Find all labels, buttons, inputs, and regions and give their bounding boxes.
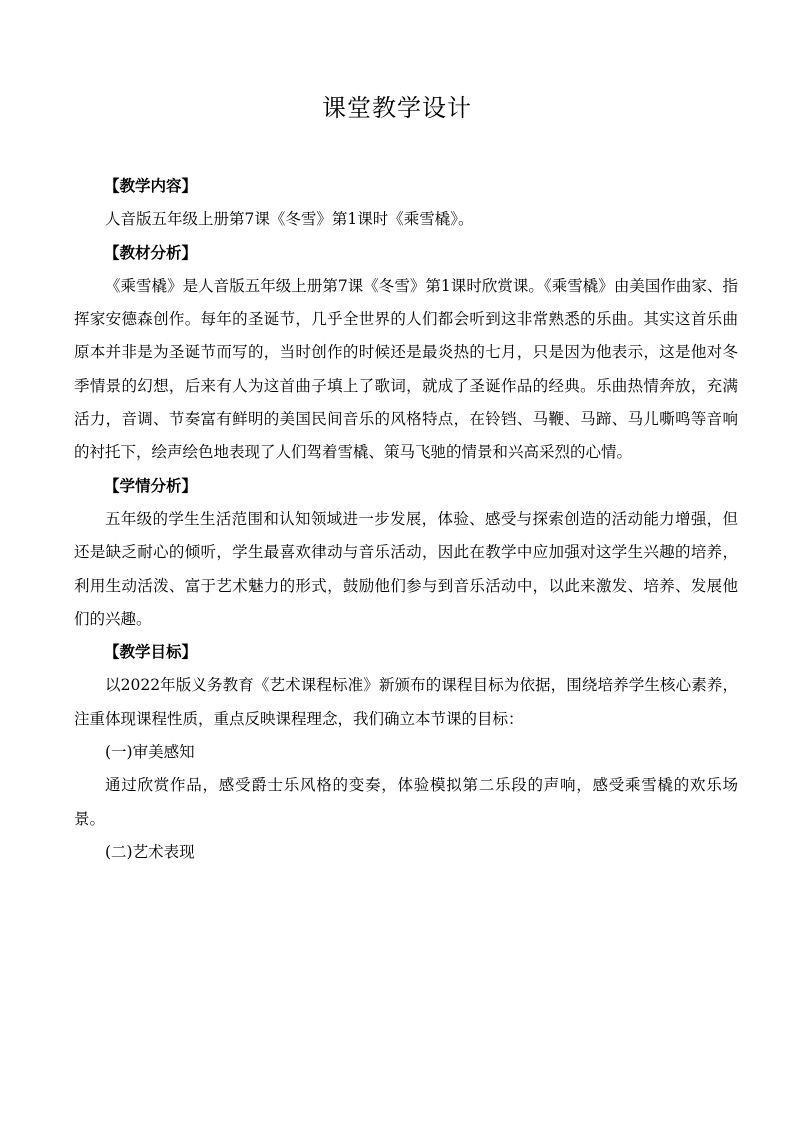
section-text-content: 人音版五年级上册第7课《冬雪》第1课时《乘雪橇》。 [105,210,474,229]
section-text-students: 五年级的学生生活范围和认知领域进一步发展，体验、感受与探索创造的活动能力增强，但还是缺乏耐心的倾听，学生最喜欢律动与音乐活动，因此在教学中应加强对这学生兴趣的培养，利用生动活泼、富于艺术魅力的形式，鼓励他们参与到音乐活动中，以此来激发、培养、发展他们的兴趣。 [74,509,738,628]
section-text-goals: 以2022年版义务教育《艺术课程标准》新颁布的课程目标为依据，围绕培养学生核心素养，注重体现课程性质，重点反映课程理念，我们确立本节课的目标： [74,676,738,728]
page-title: 课堂教学设计 [322,94,472,122]
section-heading-goals: 【教学目标】 [104,643,198,662]
section-text-analysis: 《乘雪橇》是人音版五年级上册第7课《冬雪》第1课时欣赏课。《乘雪橇》由美国作曲家、指挥家安德森创作。每年的圣诞节，几乎全世界的人们都会听到这非常熟悉的乐曲。其实这首乐曲原本并非是为圣诞节而写的，当时创作的时候还是最炎热的七月，只是因为他表示，这是他对冬季情景的幻想，后来有人为这首曲子填上了歌词，就成了圣诞作品的经典。乐曲热情奔放，充满活力，音调、节奏富有鲜明的美国民间音乐的风格特点，在铃铛、马鞭、马蹄、马儿嘶鸣等音响的衬托下，绘声绘色地表现了人们驾着雪橇、策马飞驰的情景和兴高采烈的心情。 [74,276,738,462]
subsection-heading-expression: (二)艺术表现 [105,842,195,861]
document-body [74,170,738,869]
section-heading-content: 【教学内容】 [104,177,198,195]
subsection-heading-aesthetic: (一)审美感知 [105,743,195,762]
section-heading-students: 【学情分析】 [104,476,198,495]
subsection-text-aesthetic: 通过欣赏作品，感受爵士乐风格的变奏，体验模拟第二乐段的声响，感受乘雪橇的欢乐场景。 [74,776,738,828]
section-heading-analysis: 【教材分析】 [104,243,198,262]
